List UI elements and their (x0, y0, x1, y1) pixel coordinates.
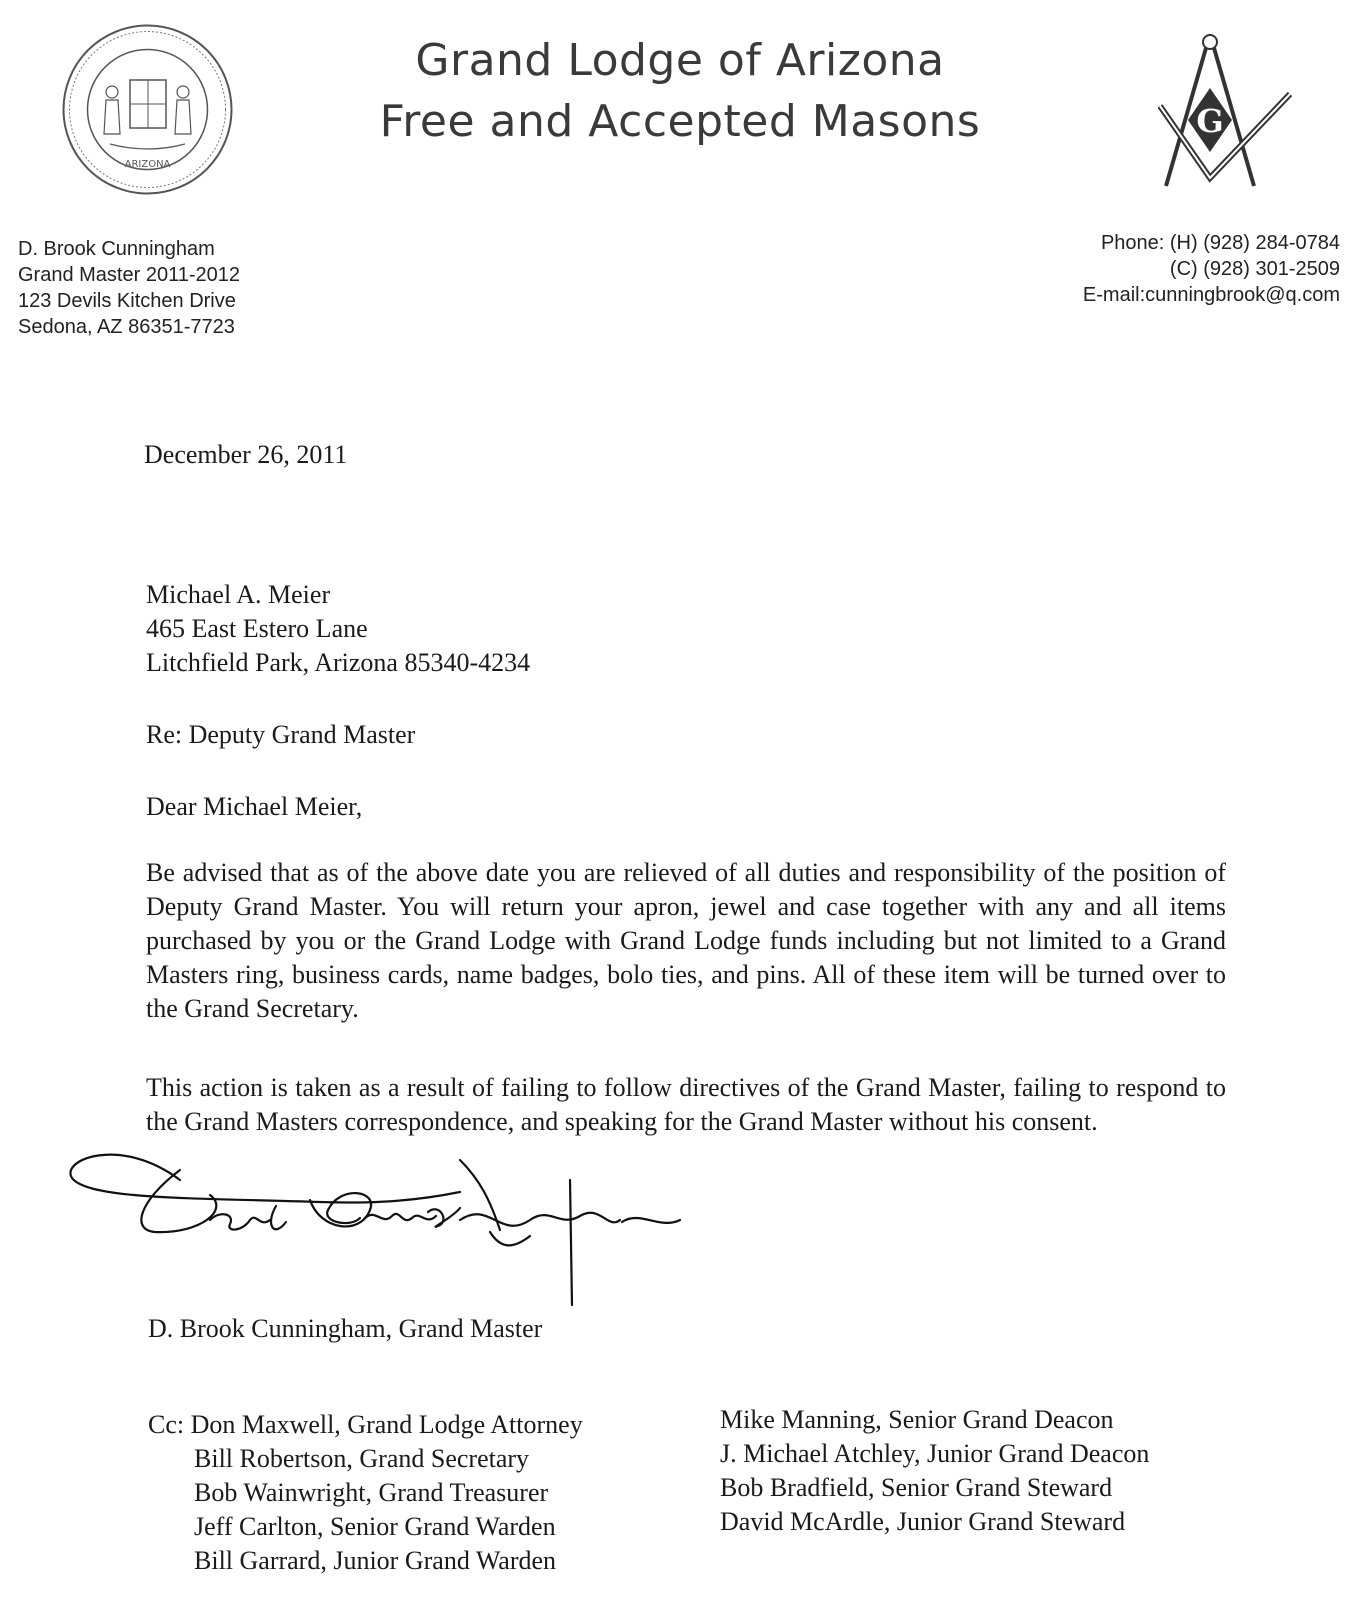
phone-home: Phone: (H) (928) 284-0784 (1100, 232, 1340, 254)
grand-lodge-seal (60, 22, 235, 197)
recipient-street: 465 East Estero Lane (146, 614, 368, 643)
title-line-1: Grand Lodge of Arizona (415, 35, 945, 86)
signer-name: D. Brook Cunningham, Grand Master (148, 1314, 543, 1343)
email: E-mail:cunningbrook@q.com (1082, 284, 1340, 306)
cc-entry: Bob Bradfield, Senior Grand Steward (720, 1473, 1113, 1502)
cc-entry: Bill Robertson, Grand Secretary (194, 1444, 530, 1473)
handwritten-signature (60, 1140, 700, 1330)
cc-entry: Bill Garrard, Junior Grand Warden (194, 1546, 557, 1575)
phone-cell: (C) (928) 301-2509 (1169, 258, 1340, 280)
recipient-city: Litchfield Park, Arizona 85340-4234 (146, 648, 531, 677)
square-and-compass-icon (1158, 28, 1308, 193)
sender-position: Grand Master 2011-2012 (18, 264, 240, 286)
sender-name: D. Brook Cunningham (18, 238, 215, 260)
letter-date: December 26, 2011 (144, 440, 348, 469)
salutation: Dear Michael Meier, (146, 792, 363, 821)
seal-text: ARIZONA (124, 159, 171, 170)
sender-address (18, 236, 240, 340)
cc-entry: Jeff Carlton, Senior Grand Warden (194, 1512, 556, 1541)
cc-entry: Bob Wainwright, Grand Treasurer (194, 1478, 549, 1507)
cc-list-right (720, 1403, 1149, 1539)
cc-entry: J. Michael Atchley, Junior Grand Deacon (720, 1439, 1150, 1468)
body-paragraph-1: Be advised that as of the above date you are relieved of all duties and responsibility of the position of Deputy Grand Master. You will return your apron, jewel and case together with any and all items purchased by you or the Grand Lodge with Grand Lodge funds including but not limited to a Grand Masters ring, business cards, name badges, bolo ties, and pins. All of these item will be turned over to the Grand Secretary. (146, 858, 1226, 1023)
body-paragraph-2: This action is taken as a result of failing to follow directives of the Grand Master, failing to respond to the Grand Masters correspondence, and speaking for the Grand Master without his consent. (146, 1073, 1226, 1136)
sender-city: Sedona, AZ 86351-7723 (18, 316, 235, 338)
title-line-2: Free and Accepted Masons (379, 96, 981, 147)
sender-street: 123 Devils Kitchen Drive (18, 290, 236, 312)
cc-entry: Cc: Don Maxwell, Grand Lodge Attorney (148, 1410, 583, 1439)
subject-line: Re: Deputy Grand Master (146, 720, 416, 749)
sender-contact (1083, 230, 1340, 308)
emblem-letter: G (1196, 102, 1224, 140)
cc-list-left (148, 1408, 583, 1578)
letterhead-title (330, 30, 1030, 152)
recipient-name: Michael A. Meier (146, 580, 331, 609)
recipient-address (146, 578, 530, 680)
cc-entry: Mike Manning, Senior Grand Deacon (720, 1405, 1114, 1434)
cc-entry: David McArdle, Junior Grand Steward (720, 1507, 1126, 1536)
